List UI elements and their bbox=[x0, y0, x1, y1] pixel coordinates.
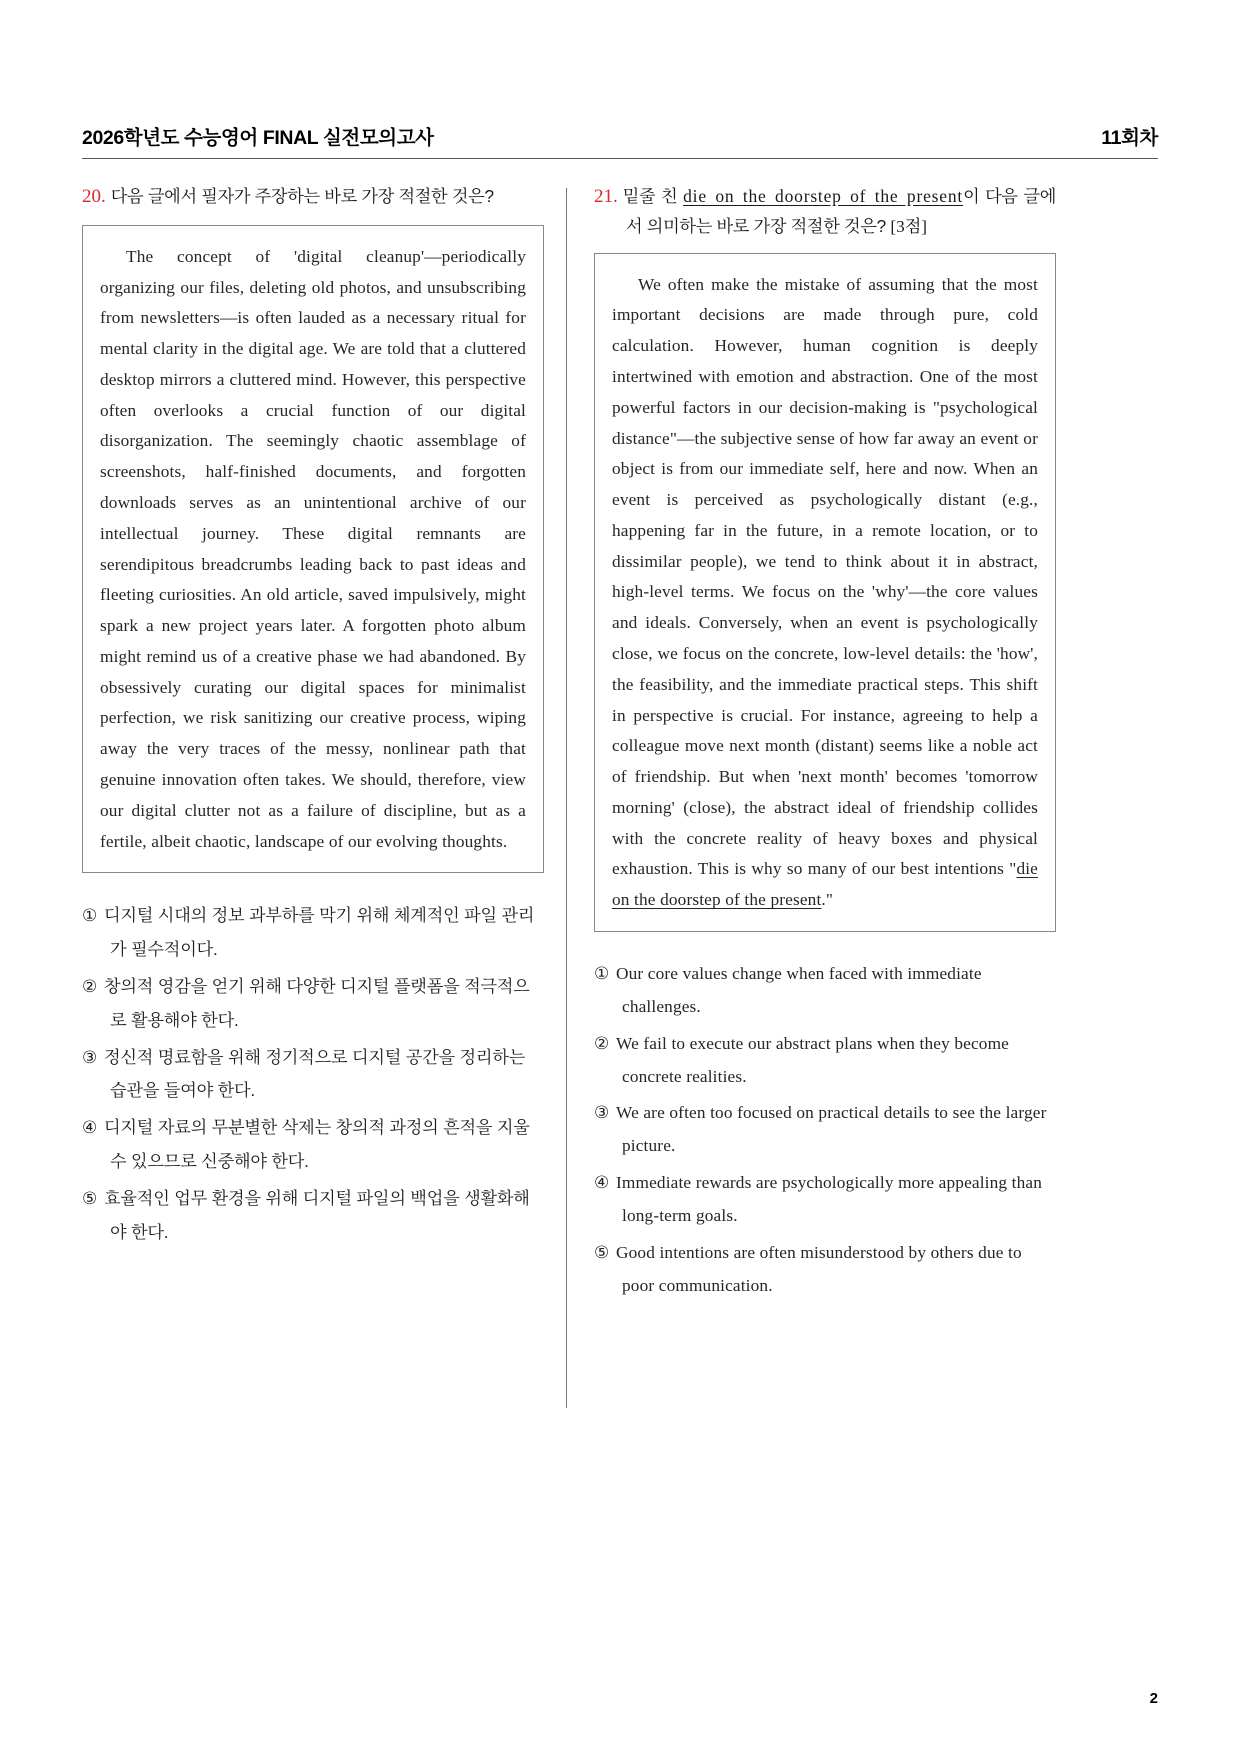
choice-text: Our core values change when faced with immediate challenges. bbox=[616, 964, 982, 1016]
question-21-prompt-after: 이 다음 글에서 의미하는 바로 가장 적절한 것은? bbox=[626, 186, 1057, 236]
choice-marker: ③ bbox=[82, 1047, 98, 1067]
choice-item[interactable] bbox=[594, 1028, 1056, 1094]
question-21-points: [3점] bbox=[890, 216, 928, 236]
choice-marker: ⑤ bbox=[82, 1188, 98, 1208]
choice-marker: ④ bbox=[594, 1173, 610, 1193]
choice-text: Good intentions are often misunderstood by others due to poor communication. bbox=[616, 1242, 1022, 1295]
column-right bbox=[594, 182, 1056, 1307]
column-divider bbox=[566, 188, 567, 1408]
question-20-choices bbox=[82, 899, 544, 1248]
choice-item[interactable] bbox=[594, 1167, 1056, 1233]
page-footer bbox=[82, 1690, 1158, 1707]
choice-marker: ③ bbox=[594, 1103, 610, 1123]
page-header bbox=[82, 122, 1158, 150]
choice-text: We fail to execute our abstract plans when they become concrete realities. bbox=[616, 1033, 1009, 1086]
question-20-passage-text: The concept of 'digital cleanup'—periodically organizing our files, deleting old photos, and unsubscribing from newsletters—is often lauded as a necessary ritual for mental clarity in the digital age. We are told that a cluttered desktop mirrors a cluttered mind. However, this perspective often overlooks a crucial function of our digital disorganization. The seemingly chaotic assemblage of screenshots, half-finished documents, and forgotten downloads serves as an unintentional archive of our intellectual journey. These digital remnants are serendipitous breadcrumbs leading back to past ideas and fleeting curiosities. An old article, saved impulsively, might spark a new project years later. A forgotten photo album might remind us of a creative phase we had abandoned. By obsessively curating our digital spaces for minimalist perfection, we risk sanitizing our creative process, wiping away the very traces of the messy, nonlinear path that genuine innovation often takes. We should, therefore, view our digital clutter not as a failure of discipline, but as a fertile, albeit chaotic, landscape of our evolving thoughts. bbox=[100, 246, 526, 851]
choice-item[interactable] bbox=[594, 1097, 1056, 1163]
choice-item[interactable] bbox=[594, 958, 1056, 1024]
choice-marker: ① bbox=[82, 906, 98, 926]
question-21-prompt-before: 밑줄 친 bbox=[622, 186, 678, 206]
choice-item[interactable] bbox=[82, 1182, 544, 1249]
choice-item[interactable] bbox=[82, 1041, 544, 1108]
question-21-passage-box bbox=[594, 253, 1056, 932]
question-21-choices bbox=[594, 958, 1056, 1303]
choice-item[interactable] bbox=[82, 899, 544, 966]
choice-text: 디지털 시대의 정보 과부하를 막기 위해 체계적인 파일 관리가 필수적이다. bbox=[104, 905, 535, 960]
choice-item[interactable] bbox=[594, 1237, 1056, 1303]
choice-marker: ② bbox=[82, 977, 98, 997]
exam-round: 11회차 bbox=[1101, 127, 1158, 149]
choice-text: 디지털 자료의 무분별한 삭제는 창의적 과정의 흔적을 지울 수 있으므로 신중해야 한다. bbox=[104, 1117, 530, 1171]
column-left bbox=[82, 182, 544, 1253]
page-number: 2 bbox=[1149, 1690, 1158, 1707]
choice-text: We are often too focused on practical details to see the larger picture. bbox=[616, 1103, 1047, 1156]
header-divider bbox=[82, 158, 1158, 159]
choice-marker: ⑤ bbox=[594, 1242, 610, 1262]
choice-item[interactable] bbox=[82, 1111, 544, 1178]
question-21-underlined-phrase: die on the doorstep of the present bbox=[683, 186, 964, 206]
question-21-heading bbox=[594, 182, 1056, 241]
choice-text: 창의적 영감을 얻기 위해 다양한 디지털 플랫폼을 적극적으로 활용해야 한다. bbox=[104, 976, 530, 1030]
choice-text: 정신적 명료함을 위해 정기적으로 디지털 공간을 정리하는 습관을 들여야 한다. bbox=[104, 1046, 526, 1101]
choice-marker: ① bbox=[594, 964, 610, 984]
choice-text: Immediate rewards are psychologically more appealing than long-term goals. bbox=[616, 1173, 1043, 1226]
question-20-prompt: 다음 글에서 필자가 주장하는 바로 가장 적절한 것은? bbox=[110, 186, 494, 206]
choice-item[interactable] bbox=[82, 970, 544, 1037]
question-20-passage-box bbox=[82, 225, 544, 874]
passage-part-1: We often make the mistake of assuming that the most important decisions are made through pure, cold calculation. However, human cognition is deeply intertwined with emotion and abstraction. One of the most powerful factors in our decision-making is "psychological distance"—the subjective sense of how far away an event or object is from our immediate self, here and now. When an event is perceived as psychologically distant (e.g., happening far in the future, in a remote location, or to dissimilar people), we tend to think about it in abstract, high-level terms. We focus on the 'why'—the core values and ideals. Conversely, when an event is psychologically close, we focus on the concrete, low-level details: the 'how', the feasibility, and the immediate practical steps. This shift in perspective is crucial. For instance, agreeing to help a colleague move next month (distant) seems like a noble act of friendship. But when 'next month' becomes 'tomorrow morning' (close), the abstract ideal of friendship collides with the concrete reality of heavy boxes and physical exhaustion. This is why so many of our best intentions " bbox=[612, 274, 1038, 879]
choice-text: 효율적인 업무 환경을 위해 디지털 파일의 백업을 생활화해야 한다. bbox=[104, 1187, 530, 1242]
passage-underlined-phrase: die on the doorstep of the present bbox=[612, 859, 1038, 910]
question-21-passage-text bbox=[612, 270, 1038, 916]
passage-part-2: ." bbox=[821, 890, 834, 910]
question-21-number: 21. bbox=[594, 186, 618, 207]
choice-marker: ② bbox=[594, 1033, 610, 1053]
exam-title: 2026학년도 수능영어 FINAL 실전모의고사 bbox=[82, 127, 434, 149]
question-20-number: 20. bbox=[82, 186, 106, 207]
question-20-heading bbox=[82, 182, 544, 213]
choice-marker: ④ bbox=[82, 1118, 98, 1138]
